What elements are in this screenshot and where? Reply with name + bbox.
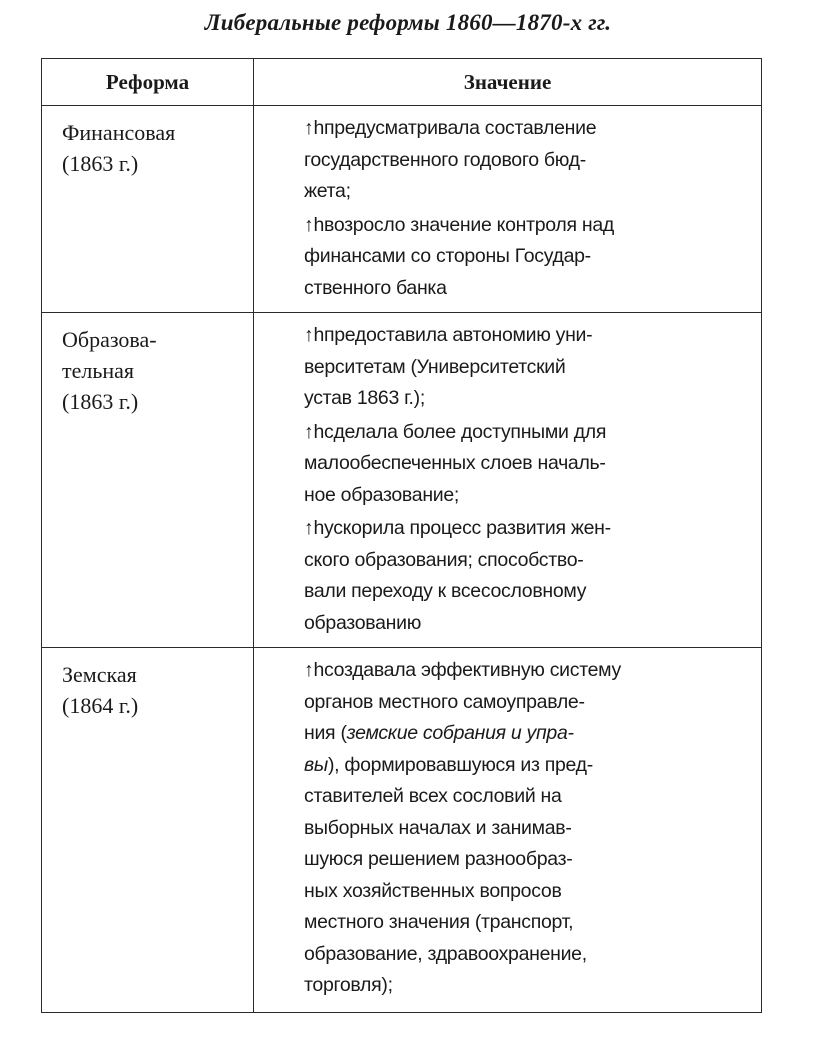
point-line: верситетам (Университетский (304, 355, 566, 378)
point-line: образование, здравоохранение, (304, 942, 587, 965)
bullet-marker: ↑h (304, 117, 324, 139)
reform-meaning-cell (254, 648, 762, 1013)
italic-term: земские собрания и упра- (346, 722, 574, 744)
point-line (304, 718, 753, 750)
reform-name-cell (42, 313, 254, 648)
point-line: образованию (304, 611, 422, 634)
bullet-marker: ↑h (304, 324, 324, 346)
point-line: ского образования; способство- (304, 548, 584, 571)
list-item (304, 655, 753, 1002)
point-line: предоставила автономию уни- (324, 324, 593, 346)
list-item (304, 320, 753, 415)
table-row-finance (42, 106, 762, 313)
reform-name-line: (1863 г.) (62, 151, 139, 176)
point-line: ных хозяйственных вопросов (304, 879, 562, 902)
point-line: вали переходу к всесословному (304, 580, 587, 602)
point-line: ставителей всех сословий на (304, 785, 562, 807)
table-row-education (42, 313, 762, 648)
point-text: ), формировавшуюся из пред- (327, 753, 593, 776)
table-row-zemstvo (42, 648, 762, 1013)
reform-name-cell (42, 106, 254, 313)
point-line: предусматривала составление (324, 117, 597, 139)
reform-name-line: (1864 г.) (62, 693, 139, 718)
point-line: шуюся решением разнообраз- (304, 848, 573, 870)
list-item (304, 210, 753, 305)
point-line: финансами со стороны Государ- (304, 245, 591, 267)
reform-name-cell (42, 648, 254, 1013)
point-line: ственного банка (304, 276, 447, 299)
point-line: ное образование; (304, 483, 460, 506)
reforms-table (41, 58, 762, 1013)
point-line: сделала более доступными для (324, 420, 607, 443)
reform-name-line: тельная (62, 358, 135, 383)
point-text: ния ( (304, 722, 347, 744)
point-line: органов местного самоуправле- (304, 690, 585, 713)
bullet-marker: ↑h (304, 420, 324, 443)
bullet-marker: ↑h (304, 659, 324, 681)
point-line: выборных началах и занимав- (304, 816, 572, 839)
point-line: местного значения (транспорт, (304, 911, 574, 933)
list-item (304, 113, 753, 208)
bullet-marker: ↑h (304, 213, 324, 236)
list-item (304, 417, 753, 512)
point-line: малообеспеченных слоев началь- (304, 452, 606, 474)
header-reform: Реформа (42, 59, 254, 106)
point-line: создавала эффективную систему (324, 659, 621, 681)
bullet-marker: ↑h (304, 517, 324, 539)
point-line (304, 750, 753, 782)
reform-name-line: Образова- (62, 327, 157, 352)
point-line: жета; (304, 180, 351, 202)
reform-meaning-cell (254, 106, 762, 313)
point-line: ускорила процесс развития жен- (324, 517, 611, 539)
list-item (304, 513, 753, 639)
header-meaning: Значение (254, 59, 762, 106)
table-header-row (42, 59, 762, 106)
document-title: Либеральные реформы 1860—1870-х гг. (204, 10, 612, 35)
italic-term: вы (304, 753, 328, 776)
reform-name-line: Финансовая (62, 120, 176, 145)
point-line: устав 1863 г.); (304, 387, 425, 409)
point-line: государственного годового бюд- (304, 148, 586, 171)
reform-name-line: Земская (62, 662, 137, 687)
reform-meaning-cell (254, 313, 762, 648)
reform-name-line: (1863 г.) (62, 389, 139, 414)
point-line: возросло значение контроля над (324, 213, 614, 236)
point-line: торговля); (304, 974, 393, 996)
